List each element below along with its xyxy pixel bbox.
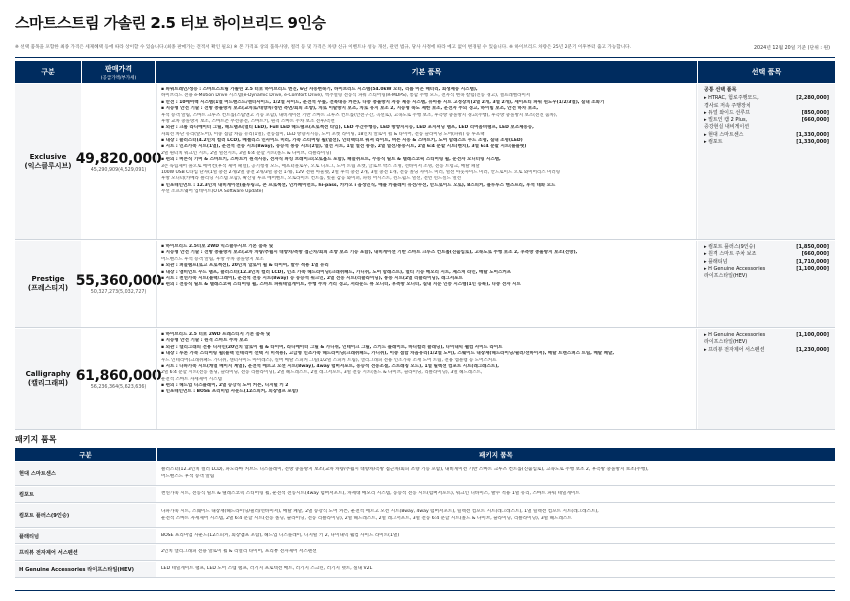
header-model: 구분	[15, 61, 81, 83]
basic-item-line: ▪ 안전 : 10에어백 시스템(1열 어드밴스드/센터사이드, 1/2열 사이드, 운전석 무릎, 전복대응 커튼), 다중 충돌방지 자동 제동 시스템, 유아용 시트 고정장치(2열 2개, 3열 2개), 세이프티 파워 윈도우(1/2/3열), 실내 소화기	[161, 99, 605, 105]
basic-item-line: ▪ 하이브리드 2.5터보 2WD 익스클루시브 기본 품목 및	[161, 244, 274, 249]
basic-item-line: ▪ 외관 : 퍼들램프(로고 프로젝션), 20인치 알로이 휠 & 타이어, 발수 적용 1열 유리	[161, 263, 329, 269]
basic-item-line: ▪ 편의 : 전동식 틸트 & 텔레스코픽 스티어링 휠, 스마트 파워테일게이트, 주행 주차 거리 경고, 서라운드 뷰 모니터, 후측방 모니터, 실내 지문 인증 시스템(1인 등록), 다중 전자 시트	[161, 282, 521, 288]
trim-name: Exclusive (익스클루시브)	[15, 84, 81, 239]
package-desc-line: 나파가죽 시트, 스웨이드 내장재(헤드라이닝/필러/선바이저), 메탈 페달, 2열 승강식 도어 커튼, 운전석 에르고 모션 시트(8way, 4way 럼버서포트), 릴렉션 컴포트 시트(레그레스트), 1열 릴렉션 컴포트 시트(레그레스트),	[161, 508, 599, 514]
package-desc	[157, 487, 835, 502]
trim-options	[698, 84, 835, 239]
basic-item-line: 후석 승객 알림, 스마트 크루즈 컨트롤(스탑앤고 기능 포함), 내비게이션 기반 스마트 크루즈 컨트롤(안전구간, 곡선로), 고속도로 주행 보조, 후측방 충돌방지 경고(주행), 후측방 충돌방지 보조(전진 출차),	[161, 112, 558, 118]
trim-options	[698, 241, 835, 327]
package-row	[15, 462, 835, 486]
header-price: 판매가격 (공급가액/부가세)	[82, 61, 155, 83]
option-price: [850,000]	[801, 109, 829, 116]
date-note: 2024년 12월 20일 기준 (단위 : 원)	[754, 46, 830, 51]
option-item	[704, 110, 829, 117]
header-basic: 기본 품목	[156, 61, 697, 83]
trim-basic-items	[156, 84, 697, 239]
basic-item-line: ▪ 지능형 안전 기술 : 전방 충돌방지 보조(교차로/대향차/정면 측면/회피 조향), 차로 이탈방지 보조, 차로 유지 보조 2, 지능형 속도 제한 보조, 운전자 주의 경고, 하이빔 보조, 안전 하차 보조,	[161, 106, 539, 112]
option-item	[704, 139, 829, 146]
package-desc-line: 천연가죽 시트, 전동식 틸트 & 텔레스코픽 스티어링 휠, 운전석 전동시트(4way 럼버서포트), 차세대 메모리 시스템, 동승석 전동 시트(럼버서포트), 워크인 디바이스, 발수 적용 1열 유리, 스마트 파워 테일게이트	[161, 491, 580, 497]
package-desc	[157, 562, 835, 577]
disclaimer-text: ※ 선택 품목을 포함한 최종 가격은 세제혜택 등에 따라 상이할 수 있습니다.(최종 판매가는 견적서 확인 필요) ※ 본 가격표 상의 품목사양, 컬러 등 및 가격은 차량 신규 이벤트나 성능 개선, 관련 법규, 당사 사정에 따라 예고 없이 변경될 수 있습니다. ※ 하이브리드 차량은 25년 2분기 이후부터 출고 가능합니다.	[15, 45, 632, 50]
option-price: [1,100,000]	[796, 265, 829, 272]
basic-item-line: ▪ 시트 : 인조가죽 시트(1열), 운전석 전동 시트(8way), 동승석 통풍 시트(2열), 열선 시트, 1열 열선 통풍, 2열 열선/통풍시트, 2열 6:4 분할 시트(벤치), 3열 6:4 분할 시트(풀플랫)	[161, 144, 527, 150]
option-name: ▸ 플래티넘	[704, 258, 728, 265]
option-item	[704, 332, 829, 347]
package-name: 컴포트 플러스(9인승)	[15, 504, 156, 527]
basic-item-line: 어드밴스드 후석 승객 알림, 후방 주차 충돌방지 보조	[161, 256, 264, 262]
package-desc	[157, 462, 835, 485]
basic-item-line: ▪ 내장 : 앰비언트 무드 램프, 클러스터(12.3인치 컬러 LCD), 인조 가죽 헤드라이닝(크래쉬패드, 가니쉬, 도어 암레스트), 멀티 기능 메모리 시트, 제스처 라인, 메탈 도어스커프	[161, 269, 512, 275]
option-name: ▸ HTRAC, 험로주행모드, 경사로 저속 주행장치	[704, 95, 759, 109]
option-item	[704, 251, 829, 258]
option-item	[704, 117, 829, 132]
option-price: [660,000]	[801, 117, 829, 123]
trim-price: 49,820,000 45,290,909(4,529,091)	[75, 150, 162, 173]
package-desc-line: 클러스터(12.3인치 컬러 LCD), 파노라마 커브드 디스플레이, 전방 충돌방지 보조(교차 차량/추월시 대향차/측방 접근차/회피 조향 기능 포함), 내비게이션 기반 스마트 크루즈 컨트롤(진출입로), 고속도로 주행 보조 2, 후측방 충돌방지 보조(주행),	[161, 466, 649, 472]
package-header-name: 구분	[15, 448, 156, 461]
option-name: ▸ 현대 스마트센스	[704, 131, 744, 138]
option-price: [1,850,000]	[796, 244, 829, 250]
page-title: 스마트스트림 가솔린 2.5 터보 하이브리드 9인승	[15, 14, 326, 32]
package-name: 프리뷰 전자제어 서스펜션	[15, 545, 156, 560]
trim-price: 61,860,000 56,236,364(5,623,636)	[75, 368, 162, 390]
trim-basic-items	[156, 329, 697, 429]
basic-item-line: 100W USB C타입 단자(1열 충전 2개/2열 충전 2개/3열 충전 1개), 12V 전원 아울렛, 2열 후석 충전 2개, 3열 충전 1개, 전동 폴딩 사이드 미러, 열선 아웃사이드 미러, 안드로이드 오토 와이어리스 미러링	[161, 169, 561, 175]
basic-item-line: 우드 인테리어(크래쉬패드 가니쉬, 센터사이드 아이레스), 실버 메탈 스피커 그릴(1/2열 스피커 트림), 캘리그래피 전용 인조가죽 소재 도어 트림, 전용 엠블렘 등 도어스커프	[161, 357, 497, 363]
option-price: [1,710,000]	[796, 258, 829, 265]
bottom-divider	[15, 590, 835, 591]
option-name: ▸ H Genuine Accessories 라이프스타일(HEV)	[704, 265, 766, 279]
option-item	[704, 347, 829, 354]
option-name: ▸ 원격 스마트 주차 보조	[704, 251, 757, 258]
option-name: ▸ 컴포트 플러스(9인승)	[704, 244, 756, 250]
basic-item-line: ▪ 시트 : 나파가죽 시트(캐멀 베이지 계열), 운전석 에르고 모션 시트(8way), 4way 럼버서포트, 동승석 전동조절, 스트레칭 모드), 1열 릴렉션 컴포트 시트(레그레스트),	[161, 363, 499, 369]
basic-item-line: 하이브리드 전용 e-Motion Drive 시스템(e-Dynamic Drive, e-Comfort Drive), 액추얼링 전동식 파워 스티어링(R-MDPS), 통합 주행 모드, 전자식 변속 칼럼(진동 경고), 셀프레벨라이저	[161, 93, 531, 99]
option-item	[704, 266, 829, 281]
basic-item-line: ▪ 지능형 안전 기술 : 원격 스마트 주차 보조	[161, 338, 248, 344]
option-price: [1,230,000]	[796, 346, 829, 353]
basic-item-line: ▪ 지능형 안전 기술 : 전방 충돌방지 보조(교차 차량/추월시 대향차/측방 접근차/회피 조향 보조 기능 포함), 내비게이션 기반 스마트 크루즈 컨트롤(진출입로), 고속도로 주행 보조 2, 후측방 충돌방지 보조(전방),	[161, 250, 578, 256]
package-row	[15, 529, 835, 544]
basic-item-line: 2열 원터치 워크인 시트, 2열 열선시트, 3열 6:4 분할 시트(폴드 & 다이브, 리클라이닝)	[161, 150, 332, 156]
top-divider	[15, 57, 835, 58]
package-name: H Genuine Accessories 라이프스타일(HEV)	[15, 562, 156, 577]
header-option: 선택 품목	[698, 61, 835, 83]
option-name: ▸ 컴포트	[704, 138, 723, 145]
package-desc-line: BOSE 프리미엄 사운드(12스피커, 외장앰프 포함), 헤드업 디스플레이, 디지털 키 2, 다이내믹 웰컴 사이드 라이트(1열)	[161, 532, 400, 538]
basic-item-line: 3존 독립제어 풀오토 에어컨(후석 제어 패널), 공기청정 모드, 애프터블로우, 오토 디포그, 도어 트림 포켓, 글로브 박스 조명, 선바이저 조명, 전동 트렁크, 메탈 페달	[161, 163, 480, 169]
trim-price: 55,360,000 50,327,273(5,032,727)	[75, 273, 162, 295]
basic-item-line: 후방 모니터(카메라 클리닝 시스템 포함), 확산형 루프 에어벤트, 오토라이트 컨트롤, 빗물 감응 와이퍼, 파킹 어시스트, 윈드쉴드 열선, 전면 윈드실드 열선	[161, 176, 462, 182]
basic-item-line: ▪ 파워트레인/성능 : 스마트스트림 가솔린 2.5 터보 하이브리드 엔진, 6단 자동변속기, 하이브리드 시스템(54.0kW 모터, 리튬 이온 배터리, 회생제동 시스템),	[161, 87, 478, 92]
trim-options	[698, 329, 835, 429]
basic-item-line: ▪ 내장 : 클러스터(4.2인치 컬러 LCD), 베젤리스 인사이드 미러, 가죽 스티어링 휠(열선), 인터랙티브 워셔 라이트, 버튼 시동 & 스마트키, 도어 암레스트 무드 조명, 실내 조명(LED)	[161, 138, 523, 143]
option-name: ▸ 프리뷰 전자제어 서스펜션	[704, 346, 765, 353]
package-desc-line: 운전석 스마트 자세제어 시스템, 2열 6:4 분할 시트(전동 폴딩, 슬라이딩, 전동 리클라이닝), 2열 헤드레스트, 2열 레그서포트, 3열 전동 6:4 분할 시트(폴드 & 다이브, 슬라이딩, 리클라이닝), 3열 헤드레스트	[161, 515, 572, 521]
basic-item-line: ▪ 외관 : 캘리그래피 전용 디자인(20인치 알로이 휠 & 타이어, 라디에이터 그릴 & 가니쉬, 인테이크 그릴, 스키드 플레이트, 바디컬러 클래딩), 다이내믹 웰컴 사이드 라이트	[161, 344, 503, 350]
package-desc-line: 어드밴스드 후석 승객 알림	[161, 473, 215, 479]
package-row	[15, 545, 835, 561]
basic-item-line: ▪ 인포테인먼트 : BOSE 프리미엄 사운드(12스피커, 외장앰프 포함)	[161, 389, 299, 395]
trim-row	[15, 84, 835, 240]
basic-item-line: 운전석 스마트 자세제어 시스템	[161, 376, 222, 382]
basic-item-line: ▪ 인포테인먼트 : 12.3인치 내비게이션(블루링크, 폰 프로젝션, 인카페이먼트, hi-pass, 카카오 i 음성인식, 애플 카플레이 유선/무선, 안드로이드 오토), 8스피커, 블루투스 핸즈프리, 후석 대화 모드	[161, 182, 556, 188]
package-name: 현대 스마트센스	[15, 462, 156, 485]
option-name: ▸ 듀얼 와이드 선루프	[704, 109, 750, 116]
package-section-title: 패키지 품목	[15, 435, 57, 444]
option-title: 공통 선택 품목	[704, 87, 737, 93]
basic-item-line: ▪ 외관 : 크롬 라디에이터 그릴, 헤드램프(멀티 LED), Full LED 헤드램프(프로젝션 타입), LED 주간주행등, LED 방향지시등, LED 포지셔닝 램프, LED 리어콤비램프, LED 보조제동등,	[161, 125, 534, 131]
package-row	[15, 487, 835, 503]
package-name: 플래티넘	[15, 529, 156, 543]
basic-item-line: 후방 교차 충돌방지 보조, 스마트폰 무선충전, 스마트키, 원격 스마트 주차 보조 전후/측면	[161, 118, 335, 124]
basic-item-line: ▪ 시트 : 천연가죽 시트(블랙/그레이), 운전석 전동 시트(8way) 등 동승석 워크인, 2열 전동 시트(리클라이닝), 통풍 시트(2열 리클라이닝), 레그서포트	[161, 275, 463, 281]
package-header-desc: 패키지 품목	[157, 448, 835, 461]
basic-item-line: ▪ 편의 : 헤드업 디스플레이, 2열 승강식 도어 커튼, 디지털 키 2	[161, 383, 289, 388]
package-name: 컴포트	[15, 487, 156, 502]
package-desc-line: LED 테일게이트 램프, LED 도어 스텝 램프, 러기지 프로텍션 매트, 러기지 스크린, 러기지 넷트, 실내 V2L	[161, 566, 373, 572]
package-row	[15, 504, 835, 528]
option-price: [660,000]	[801, 251, 829, 258]
basic-item-line: ▪ 하이브리드 2.5 터보 2WD 프레스티지 기본 품목 및	[161, 332, 271, 337]
option-name: ▸ 빌트인 캠 2 Plus, 증강현실 내비게이션	[704, 117, 750, 131]
basic-item-line: ▪ 내장 : 투톤 가죽 스티어링 휠(블랙 인테리어 선택 시 미적용), 고급형 인조가죽 헤드라이닝(크래쉬패드, 가니쉬), 이중 접합 차음유리(1/2열 도어), 스웨이드 내장재(헤드라이닝/필러/선바이저), 메탈 트렌스퍼스 트립, 메탈 페달,	[161, 351, 615, 357]
option-item	[704, 95, 829, 110]
option-name: ▸ H Genuine Accessories 라이프스타일(HEV)	[704, 332, 766, 346]
option-item	[704, 132, 829, 139]
trim-row	[15, 241, 835, 328]
option-price: [1,100,000]	[796, 332, 829, 338]
option-item	[704, 259, 829, 266]
package-row	[15, 562, 835, 578]
package-desc	[157, 529, 835, 543]
package-desc-line: 2인치 캘리그래피 전용 알로이 휠 & 리얼리 타이어, 프리뷰 전자제어 서스펜션	[161, 549, 317, 555]
trim-row	[15, 329, 835, 430]
trim-name: Calligraphy (캘리그래피)	[15, 329, 81, 429]
option-price: [1,330,000]	[796, 131, 829, 138]
package-desc	[157, 545, 835, 560]
basic-item-line: 2열 6:4 분할 시트(전동 폴딩, 슬라이딩, 전동 리클라이닝), 2열 헤드레스트, 2열 레그서포트, 3열 전동 시트(폴드 & 다이브, 슬라이딩, 리클라이닝), 3열 헤드레스트,	[161, 370, 483, 376]
package-desc	[157, 504, 835, 527]
basic-item-line: ▪ 편의 : 버튼식 기어 & 스마트키, 스마트키 원격시동, 전자식 파킹 브레이크(오토홀드 포함), 패들쉬프트, 수동식 틸트 & 텔레스코픽 스티어링 휠, 운전자 모니터링 시스템,	[161, 157, 501, 163]
option-price: [2,280,000]	[796, 95, 829, 102]
trim-name: Prestige (프레스티지)	[15, 241, 81, 327]
basic-item-line: 무선 소프트웨어 업데이트(OTA Software Update)	[161, 189, 264, 194]
option-price: [1,330,000]	[796, 138, 829, 145]
basic-item-line: 자외선 차단 유리(앞도어), 이중 접합 차음 유리(1열), 전동접이, LED 방향지시등, 도어 포켓 라이팅, 18인치 알로이 휠 & 타이어, 전동 슬라이딩 도어(파워) 등 루프랙	[161, 131, 485, 137]
trim-basic-items	[156, 241, 697, 327]
